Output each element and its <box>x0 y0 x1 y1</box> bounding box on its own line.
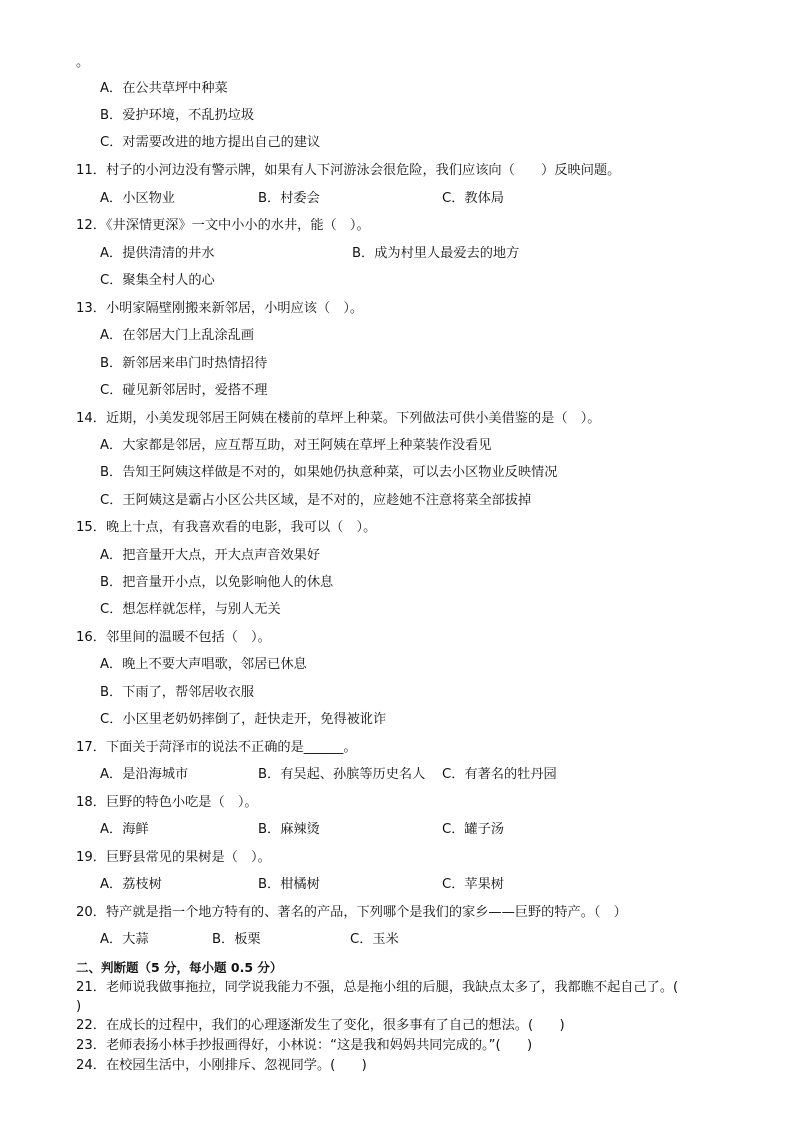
q13-option-a[interactable]: A．在邻居大门上乱涂乱画 <box>100 328 255 343</box>
q17-option-a[interactable]: A．是沿海城市 <box>100 767 189 782</box>
q12-option-c[interactable]: C．聚集全村人的心 <box>100 273 215 288</box>
leading-punctuation: 。 <box>76 55 90 70</box>
q15-option-a[interactable]: A．把音量开大点，开大点声音效果好 <box>100 548 321 563</box>
section-2-heading: 二、判断题（5 分，每小题 0.5 分） <box>76 960 283 975</box>
q16-option-c[interactable]: C．小区里老奶奶摔倒了，赶快走开，免得被讹诈 <box>100 712 387 727</box>
q18-option-a[interactable]: A．海鲜 <box>100 822 149 837</box>
q12-option-a[interactable]: A．提供清清的井水 <box>100 246 215 261</box>
q11-option-c[interactable]: C．教体局 <box>442 191 504 206</box>
q17-stem: 17．下面关于菏泽市的说法不正确的是______。 <box>76 740 357 755</box>
q16-stem: 16．邻里间的温暖不包括（ ）。 <box>76 630 271 645</box>
q11-stem: 11．村子的小河边没有警示牌，如果有人下河游泳会很危险，我们应该向（ ）反映问题。 <box>76 163 621 178</box>
q10-option-c[interactable]: C．对需要改进的地方提出自己的建议 <box>100 135 321 150</box>
q14-option-c[interactable]: C．王阿姨这是霸占小区公共区域，是不对的，应趁她不注意将菜全部拔掉 <box>100 493 532 508</box>
q20-stem: 20．特产就是指一个地方特有的、著名的产品，下列哪个是我们的家乡——巨野的特产。（ ） <box>76 905 627 920</box>
q19-option-b[interactable]: B．柑橘树 <box>258 877 320 892</box>
q18-option-c[interactable]: C．罐子汤 <box>442 822 504 837</box>
q15-option-c[interactable]: C．想怎样就怎样，与别人无关 <box>100 602 281 617</box>
q19-option-c[interactable]: C．苹果树 <box>442 877 504 892</box>
q10-option-b[interactable]: B．爱护环境，不乱扔垃圾 <box>100 108 255 123</box>
q14-option-a[interactable]: A．大家都是邻居，应互帮互助，对王阿姨在草坪上种菜装作没看见 <box>100 438 492 453</box>
q13-option-b[interactable]: B．新邻居来串门时热情招待 <box>100 356 268 371</box>
q16-option-b[interactable]: B．下雨了，帮邻居收衣服 <box>100 685 255 700</box>
q24-stem: 24．在校园生活中，小刚排斥、忽视同学。( ) <box>76 1058 367 1073</box>
q20-option-a[interactable]: A．大蒜 <box>100 932 149 947</box>
q14-option-b[interactable]: B．告知王阿姨这样做是不对的，如果她仍执意种菜，可以去小区物业反映情况 <box>100 465 558 480</box>
q19-stem: 19．巨野县常见的果树是（ ）。 <box>76 850 271 865</box>
q21-stem: 21．老师说我做事拖拉，同学说我能力不强，总是拖小组的后腿，我缺点太多了，我都瞧不起自己了。( <box>76 980 679 995</box>
q17-option-c[interactable]: C．有著名的牡丹园 <box>442 767 557 782</box>
q13-option-c[interactable]: C．碰见新邻居时，爱搭不理 <box>100 383 268 398</box>
q21-answer-bracket[interactable]: ) <box>76 999 82 1014</box>
q14-stem: 14．近期，小美发现邻居王阿姨在楼前的草坪上种菜。下列做法可供小美借鉴的是（ ）。 <box>76 411 601 426</box>
q19-option-a[interactable]: A．荔枝树 <box>100 877 162 892</box>
q11-option-a[interactable]: A．小区物业 <box>100 191 175 206</box>
q22-stem: 22．在成长的过程中，我们的心理逐渐发生了变化，很多事有了自己的想法。( ) <box>76 1018 565 1033</box>
q18-option-b[interactable]: B．麻辣烫 <box>258 822 320 837</box>
q23-stem: 23．老师表扬小林手抄报画得好，小林说：“这是我和妈妈共同完成的。”( ) <box>76 1038 533 1053</box>
q15-option-b[interactable]: B．把音量开小点，以免影响他人的休息 <box>100 575 334 590</box>
q15-stem: 15．晚上十点，有我喜欢看的电影，我可以（ ）。 <box>76 520 377 535</box>
q17-option-b[interactable]: B．有吴起、孙膑等历史名人 <box>258 767 426 782</box>
q10-option-a[interactable]: A．在公共草坪中种菜 <box>100 81 228 96</box>
q13-stem: 13．小明家隔壁刚搬来新邻居，小明应该（ ）。 <box>76 301 364 316</box>
q11-option-b[interactable]: B．村委会 <box>258 191 320 206</box>
q20-option-c[interactable]: C．玉米 <box>350 932 399 947</box>
q18-stem: 18．巨野的特色小吃是（ ）。 <box>76 795 258 810</box>
q20-option-b[interactable]: B．板栗 <box>212 932 261 947</box>
q12-option-b[interactable]: B．成为村里人最爱去的地方 <box>352 246 520 261</box>
q12-stem: 12．《井深情更深》一文中小小的水井，能（ ）。 <box>76 218 370 233</box>
q16-option-a[interactable]: A．晚上不要大声唱歌，邻居已休息 <box>100 657 307 672</box>
